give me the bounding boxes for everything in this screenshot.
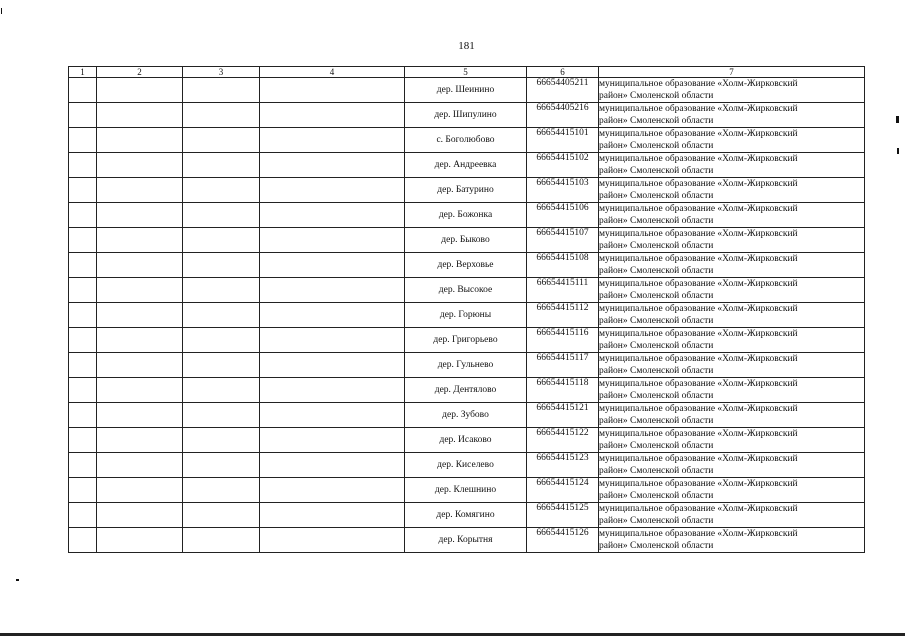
municipality-cell bbox=[599, 478, 865, 503]
empty-cell-col-2 bbox=[97, 203, 183, 228]
municipality-line-2: район» Смоленской области bbox=[599, 366, 714, 376]
table-row bbox=[69, 253, 865, 278]
empty-cell-col-3 bbox=[183, 128, 260, 153]
empty-cell-col-4 bbox=[260, 178, 405, 203]
empty-cell-col-4 bbox=[260, 378, 405, 403]
empty-cell-col-3 bbox=[183, 203, 260, 228]
empty-cell-col-3 bbox=[183, 178, 260, 203]
municipality-cell bbox=[599, 328, 865, 353]
empty-cell-col-2 bbox=[97, 403, 183, 428]
municipality-line-1: муниципальное образование «Холм-Жирковский bbox=[599, 304, 798, 314]
code-cell: 66654415121 bbox=[527, 403, 599, 428]
municipality-line-2: район» Смоленской области bbox=[599, 166, 714, 176]
municipality-line-1: муниципальное образование «Холм-Жирковский bbox=[599, 404, 798, 414]
empty-cell-col-4 bbox=[260, 78, 405, 103]
municipality-line-1: муниципальное образование «Холм-Жирковский bbox=[599, 504, 798, 514]
settlement-cell: дер. Быково bbox=[405, 228, 527, 253]
column-header-1: 1 bbox=[69, 67, 97, 78]
table-row bbox=[69, 528, 865, 553]
empty-cell-col-4 bbox=[260, 503, 405, 528]
table-body bbox=[69, 78, 865, 553]
empty-cell-col-4 bbox=[260, 478, 405, 503]
empty-cell-col-1 bbox=[69, 153, 97, 178]
municipality-line-2: район» Смоленской области bbox=[599, 341, 714, 351]
empty-cell-col-4 bbox=[260, 528, 405, 553]
table-row bbox=[69, 178, 865, 203]
settlement-cell: дер. Григорьево bbox=[405, 328, 527, 353]
municipality-line-2: район» Смоленской области bbox=[599, 316, 714, 326]
code-cell: 66654415102 bbox=[527, 153, 599, 178]
empty-cell-col-4 bbox=[260, 153, 405, 178]
empty-cell-col-4 bbox=[260, 103, 405, 128]
settlement-cell: дер. Дентялово bbox=[405, 378, 527, 403]
municipality-line-2: район» Смоленской области bbox=[599, 241, 714, 251]
municipality-line-2: район» Смоленской области bbox=[599, 216, 714, 226]
column-header-2: 2 bbox=[97, 67, 183, 78]
settlement-cell: дер. Шипулино bbox=[405, 103, 527, 128]
table-row bbox=[69, 128, 865, 153]
municipality-cell bbox=[599, 403, 865, 428]
scan-margin-mark bbox=[897, 148, 899, 154]
code-cell: 66654415106 bbox=[527, 203, 599, 228]
table-row bbox=[69, 78, 865, 103]
empty-cell-col-3 bbox=[183, 353, 260, 378]
municipality-line-1: муниципальное образование «Холм-Жирковский bbox=[599, 429, 798, 439]
municipality-line-1: муниципальное образование «Холм-Жирковский bbox=[599, 104, 798, 114]
table-row bbox=[69, 228, 865, 253]
empty-cell-col-1 bbox=[69, 453, 97, 478]
empty-cell-col-1 bbox=[69, 328, 97, 353]
column-header-6: 6 bbox=[527, 67, 599, 78]
empty-cell-col-4 bbox=[260, 428, 405, 453]
table-header bbox=[69, 67, 865, 78]
municipality-cell bbox=[599, 503, 865, 528]
empty-cell-col-4 bbox=[260, 228, 405, 253]
municipality-cell bbox=[599, 103, 865, 128]
municipality-cell bbox=[599, 78, 865, 103]
empty-cell-col-3 bbox=[183, 428, 260, 453]
empty-cell-col-2 bbox=[97, 478, 183, 503]
municipality-line-1: муниципальное образование «Холм-Жирковский bbox=[599, 204, 798, 214]
settlement-cell: дер. Верховье bbox=[405, 253, 527, 278]
municipality-line-2: район» Смоленской области bbox=[599, 116, 714, 126]
empty-cell-col-2 bbox=[97, 378, 183, 403]
empty-cell-col-4 bbox=[260, 203, 405, 228]
code-cell: 66654415116 bbox=[527, 328, 599, 353]
municipality-line-1: муниципальное образование «Холм-Жирковский bbox=[599, 279, 798, 289]
table-row bbox=[69, 103, 865, 128]
empty-cell-col-3 bbox=[183, 278, 260, 303]
empty-cell-col-1 bbox=[69, 228, 97, 253]
empty-cell-col-4 bbox=[260, 278, 405, 303]
empty-cell-col-1 bbox=[69, 303, 97, 328]
scan-bottom-edge bbox=[0, 633, 905, 636]
empty-cell-col-1 bbox=[69, 278, 97, 303]
empty-cell-col-2 bbox=[97, 528, 183, 553]
column-header-3: 3 bbox=[183, 67, 260, 78]
settlements-table bbox=[68, 66, 865, 553]
settlement-cell: с. Боголюбово bbox=[405, 128, 527, 153]
code-cell: 66654415107 bbox=[527, 228, 599, 253]
settlement-cell: дер. Киселево bbox=[405, 453, 527, 478]
code-cell: 66654415124 bbox=[527, 478, 599, 503]
settlement-cell: дер. Комягино bbox=[405, 503, 527, 528]
empty-cell-col-2 bbox=[97, 78, 183, 103]
settlement-cell: дер. Зубово bbox=[405, 403, 527, 428]
empty-cell-col-2 bbox=[97, 128, 183, 153]
code-cell: 66654415126 bbox=[527, 528, 599, 553]
code-cell: 66654405216 bbox=[527, 103, 599, 128]
municipality-line-2: район» Смоленской области bbox=[599, 191, 714, 201]
municipality-cell bbox=[599, 203, 865, 228]
empty-cell-col-2 bbox=[97, 178, 183, 203]
settlement-cell: дер. Высокое bbox=[405, 278, 527, 303]
municipality-cell bbox=[599, 453, 865, 478]
table-row bbox=[69, 428, 865, 453]
empty-cell-col-4 bbox=[260, 403, 405, 428]
empty-cell-col-2 bbox=[97, 153, 183, 178]
empty-cell-col-1 bbox=[69, 178, 97, 203]
municipality-line-1: муниципальное образование «Холм-Жирковский bbox=[599, 129, 798, 139]
municipality-cell bbox=[599, 353, 865, 378]
code-cell: 66654415101 bbox=[527, 128, 599, 153]
municipality-line-2: район» Смоленской области bbox=[599, 141, 714, 151]
table-row bbox=[69, 378, 865, 403]
municipality-line-2: район» Смоленской области bbox=[599, 441, 714, 451]
empty-cell-col-2 bbox=[97, 353, 183, 378]
empty-cell-col-1 bbox=[69, 78, 97, 103]
empty-cell-col-3 bbox=[183, 478, 260, 503]
empty-cell-col-3 bbox=[183, 253, 260, 278]
settlement-cell: дер. Андреевка bbox=[405, 153, 527, 178]
empty-cell-col-3 bbox=[183, 153, 260, 178]
municipality-line-1: муниципальное образование «Холм-Жирковский bbox=[599, 479, 798, 489]
scan-margin-mark bbox=[1, 8, 2, 14]
empty-cell-col-3 bbox=[183, 528, 260, 553]
municipality-line-2: район» Смоленской области bbox=[599, 466, 714, 476]
municipality-cell bbox=[599, 228, 865, 253]
table-row bbox=[69, 278, 865, 303]
code-cell: 66654405211 bbox=[527, 78, 599, 103]
municipality-cell bbox=[599, 528, 865, 553]
municipality-line-1: муниципальное образование «Холм-Жирковский bbox=[599, 179, 798, 189]
table-row bbox=[69, 403, 865, 428]
empty-cell-col-1 bbox=[69, 103, 97, 128]
municipality-line-2: район» Смоленской области bbox=[599, 291, 714, 301]
table-row bbox=[69, 153, 865, 178]
municipality-cell bbox=[599, 428, 865, 453]
municipality-line-1: муниципальное образование «Холм-Жирковский bbox=[599, 454, 798, 464]
empty-cell-col-2 bbox=[97, 303, 183, 328]
code-cell: 66654415103 bbox=[527, 178, 599, 203]
code-cell: 66654415117 bbox=[527, 353, 599, 378]
header-row bbox=[69, 67, 865, 78]
municipality-line-1: муниципальное образование «Холм-Жирковский bbox=[599, 79, 798, 89]
municipality-cell bbox=[599, 303, 865, 328]
empty-cell-col-2 bbox=[97, 503, 183, 528]
empty-cell-col-2 bbox=[97, 428, 183, 453]
empty-cell-col-3 bbox=[183, 303, 260, 328]
table-row bbox=[69, 353, 865, 378]
municipality-line-1: муниципальное образование «Холм-Жирковский bbox=[599, 154, 798, 164]
empty-cell-col-3 bbox=[183, 228, 260, 253]
empty-cell-col-2 bbox=[97, 453, 183, 478]
municipality-line-1: муниципальное образование «Холм-Жирковский bbox=[599, 229, 798, 239]
empty-cell-col-4 bbox=[260, 253, 405, 278]
empty-cell-col-4 bbox=[260, 303, 405, 328]
empty-cell-col-3 bbox=[183, 378, 260, 403]
empty-cell-col-1 bbox=[69, 353, 97, 378]
scan-speck bbox=[16, 579, 19, 581]
empty-cell-col-1 bbox=[69, 528, 97, 553]
settlement-cell: дер. Божонка bbox=[405, 203, 527, 228]
table-row bbox=[69, 203, 865, 228]
empty-cell-col-4 bbox=[260, 328, 405, 353]
municipality-line-1: муниципальное образование «Холм-Жирковский bbox=[599, 329, 798, 339]
empty-cell-col-1 bbox=[69, 203, 97, 228]
municipality-line-2: район» Смоленской области bbox=[599, 91, 714, 101]
municipality-line-2: район» Смоленской области bbox=[599, 541, 714, 551]
empty-cell-col-2 bbox=[97, 103, 183, 128]
empty-cell-col-3 bbox=[183, 403, 260, 428]
municipality-line-2: район» Смоленской области bbox=[599, 266, 714, 276]
municipality-cell bbox=[599, 178, 865, 203]
code-cell: 66654415108 bbox=[527, 253, 599, 278]
scan-margin-mark bbox=[896, 116, 899, 123]
empty-cell-col-4 bbox=[260, 128, 405, 153]
empty-cell-col-1 bbox=[69, 503, 97, 528]
code-cell: 66654415112 bbox=[527, 303, 599, 328]
municipality-line-2: район» Смоленской области bbox=[599, 491, 714, 501]
municipality-cell bbox=[599, 153, 865, 178]
table-row bbox=[69, 303, 865, 328]
municipality-line-1: муниципальное образование «Холм-Жирковский bbox=[599, 379, 798, 389]
empty-cell-col-1 bbox=[69, 253, 97, 278]
settlement-cell: дер. Гульнево bbox=[405, 353, 527, 378]
empty-cell-col-1 bbox=[69, 428, 97, 453]
empty-cell-col-2 bbox=[97, 278, 183, 303]
municipality-line-2: район» Смоленской области bbox=[599, 416, 714, 426]
empty-cell-col-1 bbox=[69, 378, 97, 403]
municipality-line-1: муниципальное образование «Холм-Жирковский bbox=[599, 254, 798, 264]
empty-cell-col-3 bbox=[183, 453, 260, 478]
municipality-line-2: район» Смоленской области bbox=[599, 516, 714, 526]
code-cell: 66654415122 bbox=[527, 428, 599, 453]
empty-cell-col-2 bbox=[97, 253, 183, 278]
municipality-cell bbox=[599, 278, 865, 303]
municipality-line-1: муниципальное образование «Холм-Жирковский bbox=[599, 529, 798, 539]
table-row bbox=[69, 453, 865, 478]
code-cell: 66654415125 bbox=[527, 503, 599, 528]
empty-cell-col-2 bbox=[97, 328, 183, 353]
column-header-4: 4 bbox=[260, 67, 405, 78]
table-row bbox=[69, 503, 865, 528]
settlement-cell: дер. Корытня bbox=[405, 528, 527, 553]
municipality-line-2: район» Смоленской области bbox=[599, 391, 714, 401]
empty-cell-col-2 bbox=[97, 228, 183, 253]
empty-cell-col-3 bbox=[183, 78, 260, 103]
table-row bbox=[69, 328, 865, 353]
column-header-7: 7 bbox=[599, 67, 865, 78]
empty-cell-col-4 bbox=[260, 353, 405, 378]
municipality-cell bbox=[599, 378, 865, 403]
table-row bbox=[69, 478, 865, 503]
empty-cell-col-1 bbox=[69, 478, 97, 503]
empty-cell-col-3 bbox=[183, 328, 260, 353]
municipality-line-1: муниципальное образование «Холм-Жирковский bbox=[599, 354, 798, 364]
settlement-cell: дер. Шеинино bbox=[405, 78, 527, 103]
settlement-cell: дер. Батурино bbox=[405, 178, 527, 203]
settlement-cell: дер. Клешнино bbox=[405, 478, 527, 503]
code-cell: 66654415118 bbox=[527, 378, 599, 403]
empty-cell-col-3 bbox=[183, 103, 260, 128]
page-number: 181 bbox=[458, 40, 475, 52]
empty-cell-col-1 bbox=[69, 128, 97, 153]
settlement-cell: дер. Горюны bbox=[405, 303, 527, 328]
code-cell: 66654415123 bbox=[527, 453, 599, 478]
empty-cell-col-1 bbox=[69, 403, 97, 428]
code-cell: 66654415111 bbox=[527, 278, 599, 303]
column-header-5: 5 bbox=[405, 67, 527, 78]
settlement-cell: дер. Исаково bbox=[405, 428, 527, 453]
empty-cell-col-3 bbox=[183, 503, 260, 528]
empty-cell-col-4 bbox=[260, 453, 405, 478]
municipality-cell bbox=[599, 253, 865, 278]
municipality-cell bbox=[599, 128, 865, 153]
